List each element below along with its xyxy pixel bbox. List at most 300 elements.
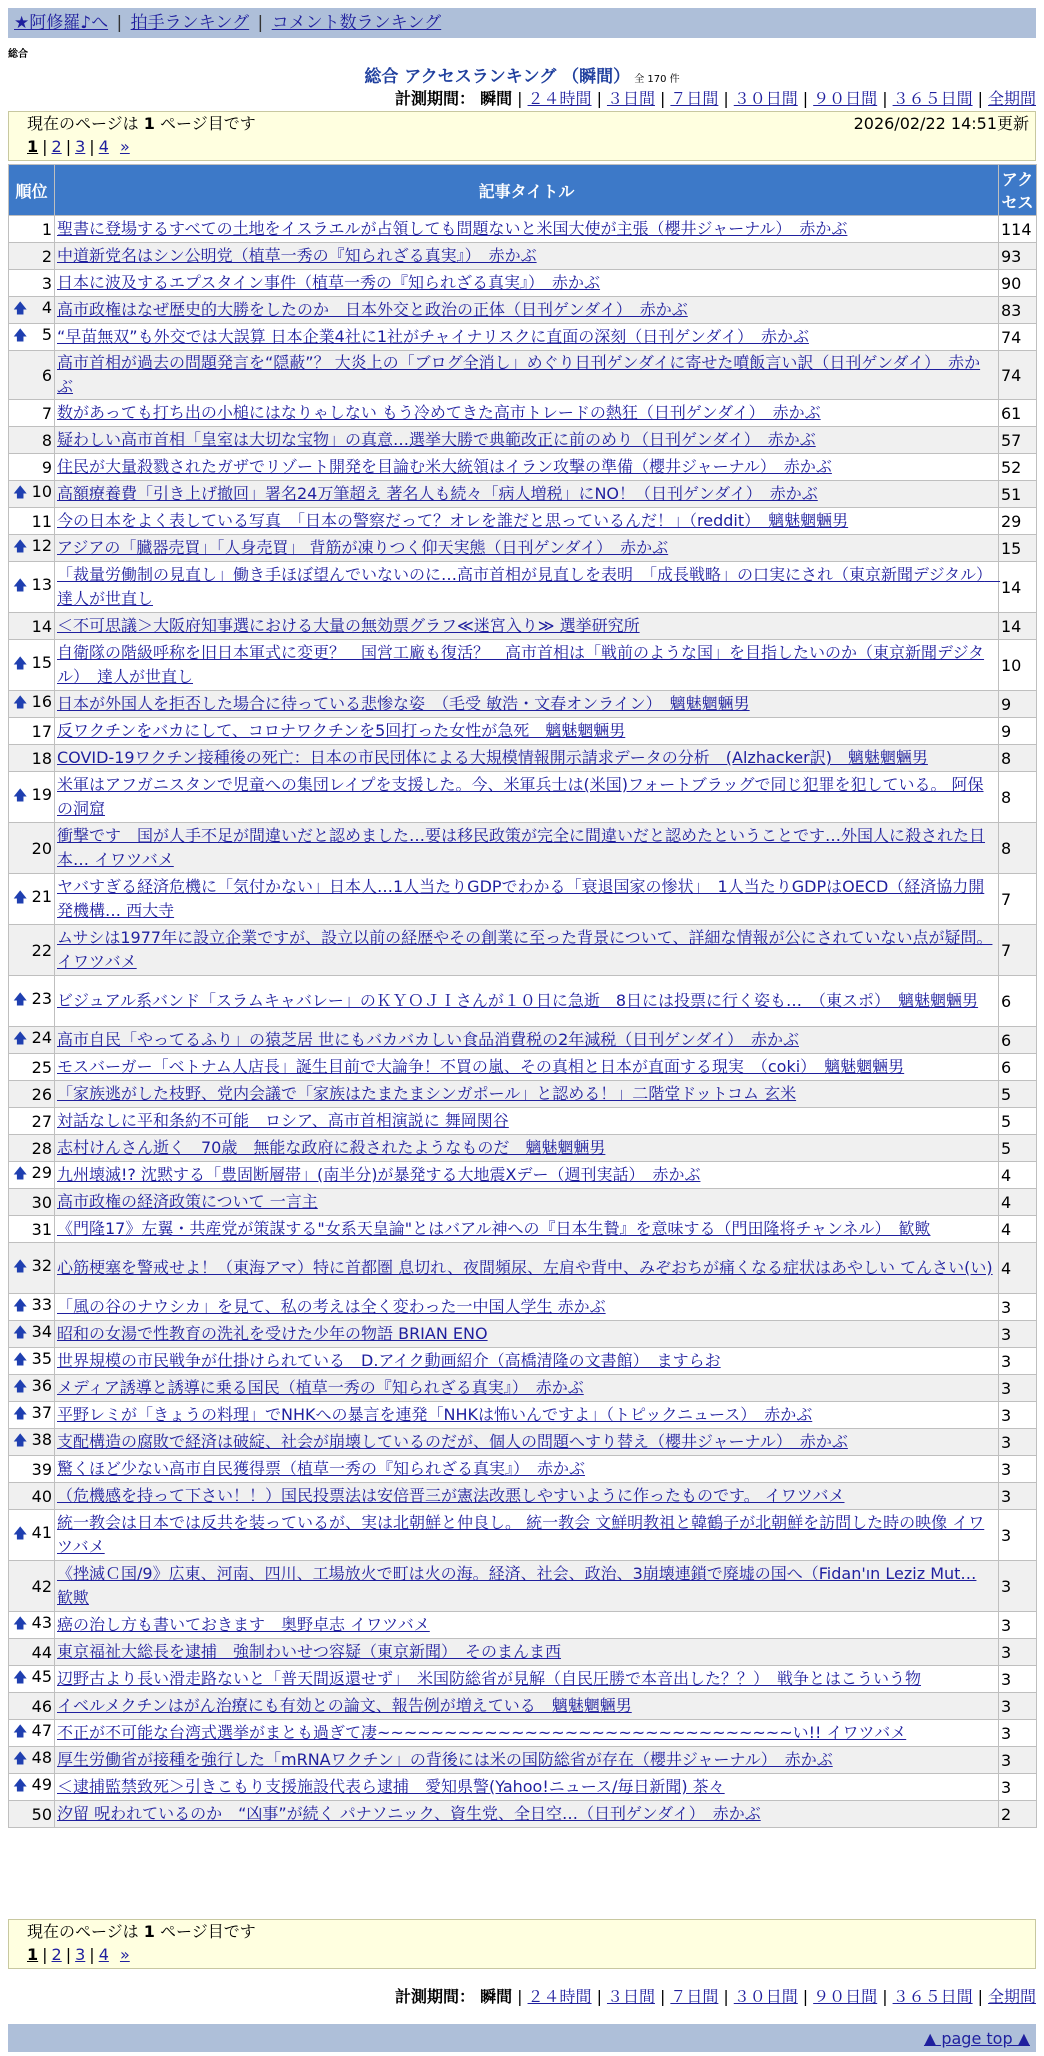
up-arrow-icon: 🡅 — [13, 328, 28, 344]
period-link[interactable]: ３０日間 — [733, 1987, 798, 2006]
rank-number: 3 — [41, 273, 52, 293]
rank-number: 30 — [31, 1192, 52, 1212]
rank-number: 6 — [41, 365, 52, 385]
rank-cell — [9, 562, 55, 613]
table-row — [9, 691, 1037, 718]
table-row — [9, 745, 1037, 772]
title-cell — [55, 297, 999, 324]
up-arrow-icon: 🡅 — [13, 1259, 28, 1275]
rank-number: 16 — [31, 692, 52, 711]
title-cell — [55, 925, 999, 976]
rank-number: 18 — [31, 748, 52, 768]
page-link[interactable]: 3 — [75, 137, 86, 156]
up-arrow-icon: 🡅 — [13, 1166, 28, 1182]
title-cell — [55, 1402, 999, 1429]
table-row — [9, 1135, 1037, 1162]
table-row — [9, 454, 1037, 481]
ranking-table-body — [9, 216, 1037, 1828]
table-row — [9, 874, 1037, 925]
title-cell — [55, 1612, 999, 1639]
article-link[interactable]: 《門隆17》左翼・共産党が策謀する"女系天皇論"とはバアル神への『日本生贄』を意味する（門田隆将チャンネル） 歓歟 — [57, 1219, 931, 1238]
period-separator: | — [802, 89, 809, 108]
rank-cell — [9, 745, 55, 772]
access-count: 4 — [999, 1216, 1037, 1243]
rank-cell — [9, 1321, 55, 1348]
article-link[interactable]: 衝撃です 国が人手不足が間違いだと認めました…要は移民政策が完全に間違いだと認めたということです…外国人に殺された日本… イワツバメ — [57, 826, 986, 869]
rank-number: 23 — [31, 989, 52, 1008]
article-link[interactable]: モスバーガー「ベトナム人店長」誕生目前で大論争！不買の嵐、その真相と日本が直面する現実 （coki） 魑魅魍魎男 — [57, 1057, 905, 1076]
page-link[interactable]: 4 — [98, 137, 109, 156]
title-cell — [55, 1720, 999, 1747]
article-link[interactable]: 「裁量労働制の見直し」働き手ほぼ望んでいないのに…高市首相が見直しを表明 「成長戦略」の口実にされ（東京新聞デジタル） 達人が世直し — [57, 565, 1001, 608]
title-cell — [55, 400, 999, 427]
rank-cell — [9, 925, 55, 976]
rank-cell — [9, 1108, 55, 1135]
access-count: 2 — [999, 1801, 1037, 1828]
article-link[interactable]: 高市自民「やってるふり」の猿芝居 世にもバカバカしい食品消費税の2年減税（日刊ゲンダイ） 赤かぶ — [57, 1030, 799, 1049]
title-cell — [55, 1135, 999, 1162]
page-separator: | — [65, 137, 72, 156]
period-link[interactable]: ３日間 — [606, 1987, 655, 2006]
rank-cell — [9, 874, 55, 925]
period-link[interactable]: ７日間 — [670, 89, 719, 108]
rank-cell — [9, 1054, 55, 1081]
rank-cell — [9, 1081, 55, 1108]
table-row — [9, 1720, 1037, 1747]
table-row — [9, 1666, 1037, 1693]
rank-number: 35 — [31, 1349, 52, 1368]
table-row — [9, 1294, 1037, 1321]
access-count: 8 — [999, 823, 1037, 874]
period-separator: | — [882, 1987, 888, 2006]
table-row — [9, 216, 1037, 243]
rank-cell — [9, 508, 55, 535]
article-link[interactable]: メディア誘導と誘導に乗る国民（植草一秀の『知られざる真実』） 赤かぶ — [57, 1378, 584, 1397]
table-row — [9, 640, 1037, 691]
rank-number: 24 — [31, 1028, 52, 1047]
access-count: 3 — [999, 1639, 1037, 1666]
page-link[interactable]: 2 — [51, 1945, 62, 1964]
article-link[interactable]: 厚生労働省が接種を強行した「mRNAワクチン」の背後には米の国防総省が存在（櫻井ジャーナル） 赤かぶ — [57, 1750, 833, 1769]
article-link[interactable]: 数があっても打ち出の小槌にはなりゃしない もう冷めてきた高市トレードの熱狂（日刊ゲンダイ） 赤かぶ — [57, 403, 821, 422]
period-link[interactable]: ３６５日間 — [892, 89, 973, 108]
article-link[interactable]: 統一教会は日本では反共を装っているが、実は北朝鮮と仲良し。 統一教会 文鮮明教祖と韓鶴子が北朝鮮を訪問した時の映像 イワツバメ — [57, 1513, 985, 1556]
access-count: 5 — [999, 1081, 1037, 1108]
rank-number: 13 — [31, 575, 52, 594]
article-link[interactable]: ＜逮捕監禁致死＞引きこもり支援施設代表ら逮捕 愛知県警(Yahoo!ニュース/毎日新聞) 茶々 — [57, 1777, 725, 1796]
article-link[interactable]: 疑わしい高市首相「皇室は大切な宝物」の真意…選挙大勝で典範改正に前のめり（日刊ゲンダイ） 赤かぶ — [57, 430, 816, 449]
access-count: 93 — [999, 243, 1037, 270]
rank-number: 33 — [31, 1295, 52, 1314]
rank-cell — [9, 1429, 55, 1456]
page-top-link[interactable]: ▲ page top ▲ — [923, 2029, 1030, 2048]
title-cell — [55, 1456, 999, 1483]
article-link[interactable]: 自衛隊の階級呼称を旧日本軍式に変更？ 国営工廠も復活？ 高市首相は「戦前のような国」を目指したいのか（東京新聞デジタル） 達人が世直し — [57, 643, 985, 686]
table-row — [9, 1774, 1037, 1801]
rank-number: 43 — [31, 1613, 52, 1632]
article-link[interactable]: ＜不可思議＞大阪府知事選における大量の無効票グラフ≪迷宮入り≫ 選挙研究所 — [57, 616, 640, 635]
article-link[interactable]: 「風の谷のナウシカ」を見て、私の考えは全く変わった一中国人学生 赤かぶ — [57, 1297, 606, 1316]
paging-status: 現在のページは 1 ページ目です — [27, 1922, 256, 1941]
article-link[interactable]: 汐留 呪われているのか “凶事”が続く パナソニック、資生党、全日空…（日刊ゲンダイ） 赤かぶ — [57, 1804, 761, 1823]
access-count: 90 — [999, 270, 1037, 297]
title-cell — [55, 351, 999, 400]
period-selector-bottom — [395, 1984, 1036, 2007]
access-count: 74 — [999, 324, 1037, 351]
access-count: 14 — [999, 613, 1037, 640]
up-arrow-icon: 🡅 — [13, 1352, 28, 1368]
access-count: 74 — [999, 351, 1037, 400]
rank-number: 27 — [31, 1111, 52, 1131]
article-link[interactable]: 支配構造の腐敗で経済は破綻、社会が崩壊しているのだが、個人の問題へすり替え（櫻井ジャーナル） 赤かぶ — [57, 1432, 848, 1451]
article-link[interactable]: 世界規模の市民戦争が仕掛けられている D.アイク動画紹介（高橋清隆の文書館） ますらお — [57, 1351, 721, 1370]
title-cell — [55, 535, 999, 562]
rank-cell — [9, 535, 55, 562]
rank-number: 46 — [31, 1696, 52, 1716]
title-cell — [55, 270, 999, 297]
rank-number: 28 — [31, 1138, 52, 1158]
period-link[interactable]: ３日間 — [606, 89, 655, 108]
access-count: 3 — [999, 1348, 1037, 1375]
title-cell — [55, 1639, 999, 1666]
article-link[interactable]: 高市政権はなぜ歴史的大勝をしたのか 日本外交と政治の正体（日刊ゲンダイ） 赤かぶ — [57, 300, 688, 319]
title-cell — [55, 1375, 999, 1402]
period-link[interactable]: 全期間 — [987, 1987, 1036, 2006]
page-separator: | — [89, 1945, 95, 1964]
title-cell — [55, 640, 999, 691]
table-row — [9, 270, 1037, 297]
period-link[interactable]: ２４時間 — [527, 1987, 592, 2006]
article-link[interactable]: 辺野古より長い滑走路ないと「普天間返還せず」 米国防総省が見解（自民圧勝で本音出した？？） 戦争とはこういう物 — [57, 1669, 922, 1688]
table-row — [9, 1747, 1037, 1774]
access-count: 7 — [999, 925, 1037, 976]
title-cell — [55, 1429, 999, 1456]
table-row — [9, 562, 1037, 613]
rank-cell — [9, 1189, 55, 1216]
rank-cell — [9, 1612, 55, 1639]
up-arrow-icon: 🡅 — [13, 539, 28, 555]
period-link[interactable]: ９０日間 — [813, 1987, 878, 2006]
title-cell — [55, 823, 999, 874]
access-count: 5 — [999, 1135, 1037, 1162]
article-link[interactable]: 対話なしに平和条約不可能 ロシア、高市首相演説に 舞岡関谷 — [57, 1111, 509, 1130]
rank-number: 37 — [31, 1403, 52, 1422]
access-count: 9 — [999, 718, 1037, 745]
article-link[interactable]: 高市政権の経済政策について 一言主 — [57, 1192, 318, 1211]
period-separator: | — [517, 89, 523, 108]
period-link[interactable]: ２４時間 — [527, 89, 592, 108]
title-cell — [55, 1510, 999, 1561]
access-count: 3 — [999, 1402, 1037, 1429]
col-header-count: アクセス — [999, 165, 1037, 216]
article-link[interactable]: 聖書に登場するすべての土地をイスラエルが占領しても問題ないと米国大使が主張（櫻井ジャーナル） 赤かぶ — [57, 219, 848, 238]
nav-separator: | — [257, 13, 264, 33]
next-page-link[interactable]: » — [119, 137, 130, 156]
rank-number: 4 — [41, 298, 52, 317]
article-link[interactable]: 高額療養費「引き上げ撤回」署名24万筆超え 著名人も続々「病人増税」にNO！（日刊ゲンダイ） 赤かぶ — [57, 484, 818, 503]
article-link[interactable]: 米軍はアフガニスタンで児童への集団レイプを支援した。今、米軍兵士は(米国)フォートブラッグで同じ犯罪を犯している。 阿保の洞窟 — [57, 775, 984, 818]
access-count: 8 — [999, 772, 1037, 823]
article-link[interactable]: イベルメクチンはがん治療にも有効との論文、報告例が増えている 魑魅魍魎男 — [57, 1696, 632, 1715]
rank-number: 15 — [31, 653, 52, 672]
up-arrow-icon: 🡅 — [13, 1724, 28, 1740]
table-row — [9, 925, 1037, 976]
article-link[interactable]: 日本が外国人を拒否した場合に待っている悲惨な姿 （毛受 敏浩・文春オンライン） 魑魅魍魎男 — [57, 694, 750, 713]
table-row — [9, 1561, 1037, 1612]
table-row — [9, 1456, 1037, 1483]
access-count: 3 — [999, 1483, 1037, 1510]
page-separator: | — [42, 137, 48, 156]
period-link[interactable]: ３６５日間 — [892, 1987, 973, 2006]
article-link[interactable]: 住民が大量殺戮されたガザでリゾート開発を目論む米大統領はイラン攻撃の準備（櫻井ジャーナル） 赤かぶ — [57, 457, 832, 476]
period-separator: | — [659, 89, 666, 108]
article-link[interactable]: 反ワクチンをバカにして、コロナワクチンを5回打った女性が急死 魑魅魍魎男 — [57, 721, 626, 740]
article-link[interactable]: 志村けんさん逝く 70歳 無能な政府に殺されたようなものだ 魑魅魍魎男 — [57, 1138, 606, 1157]
rank-cell — [9, 400, 55, 427]
table-row — [9, 772, 1037, 823]
title-cell — [55, 1747, 999, 1774]
article-link[interactable]: 今の日本をよく表している写真 「日本の警察だって？オレを誰だと思っているんだ！」（reddit） 魑魅魍魎男 — [57, 511, 849, 530]
rank-cell — [9, 481, 55, 508]
rank-number: 26 — [31, 1084, 52, 1104]
article-link[interactable]: 《挫滅Ｃ国/9》広東、河南、四川、工場放火で町は火の海。経済、社会、政治、3崩壊連鎖で廃墟の国へ（Fidan'ın Leziz Mut… 歓歟 — [57, 1564, 977, 1607]
period-separator: | — [802, 1987, 809, 2006]
up-arrow-icon: 🡅 — [13, 1031, 28, 1047]
table-row — [9, 297, 1037, 324]
article-link[interactable]: アジアの「臓器売買」「人身売買」 背筋が凍りつく仰天実態（日刊ゲンダイ） 赤かぶ — [57, 538, 669, 557]
table-row — [9, 508, 1037, 535]
title-cell — [55, 427, 999, 454]
period-link[interactable]: ９０日間 — [813, 89, 878, 108]
clap-ranking-link[interactable]: 拍手ランキング — [130, 13, 250, 33]
rank-cell — [9, 613, 55, 640]
page-link[interactable]: 2 — [51, 137, 62, 156]
table-row — [9, 1801, 1037, 1828]
rank-cell — [9, 1375, 55, 1402]
article-link[interactable]: “早苗無双”も外交では大誤算 日本企業4社に1社がチャイナリスクに直面の深刻（日刊ゲンダイ） 赤かぶ — [57, 327, 809, 346]
article-link[interactable]: COVID-19ワクチン接種後の死亡：日本の市民団体による大規模情報開示請求データの分析 (Alzhacker訳) 魑魅魍魎男 — [57, 748, 928, 767]
rank-cell — [9, 427, 55, 454]
title-cell — [55, 1162, 999, 1189]
article-link[interactable]: 平野レミが「きょうの料理」でNHKへの暴言を連発「NHKは怖いんですよ」（トピックニュース） 赤かぶ — [57, 1405, 813, 1424]
access-count: 4 — [999, 1243, 1037, 1294]
page-link[interactable]: 3 — [75, 1945, 86, 1964]
up-arrow-icon: 🡅 — [13, 1616, 28, 1632]
up-arrow-icon: 🡅 — [13, 1379, 28, 1395]
article-link[interactable]: ヤバすぎる経済危機に「気付かない」日本人…1人当たりGDPでわかる「衰退国家の惨状」 1人当たりGDPはOECD（経済協力開発機構… 西大寺 — [57, 877, 985, 920]
title-cell — [55, 1321, 999, 1348]
comment-ranking-link[interactable]: コメント数ランキング — [271, 13, 442, 33]
rank-cell — [9, 1666, 55, 1693]
page-separator: | — [65, 1945, 72, 1964]
rank-number: 34 — [31, 1322, 52, 1341]
table-row — [9, 1027, 1037, 1054]
col-header-rank: 順位 — [9, 165, 55, 216]
period-separator: | — [659, 1987, 666, 2006]
table-row — [9, 1693, 1037, 1720]
access-count: 57 — [999, 427, 1037, 454]
up-arrow-icon: 🡅 — [13, 788, 28, 804]
up-arrow-icon: 🡅 — [13, 890, 28, 906]
category-label: 総合 — [8, 49, 28, 60]
rank-number: 7 — [41, 403, 52, 423]
table-row — [9, 351, 1037, 400]
article-link[interactable]: ムサシは1977年に設立企業ですが、設立以前の経歴やその創業に至った背景について、詳細な情報が公にされていない点が疑問。 イワツバメ — [57, 928, 993, 971]
title-cell — [55, 1348, 999, 1375]
rank-number: 1 — [41, 219, 52, 239]
col-header-title: 記事タイトル — [55, 165, 999, 216]
table-row — [9, 1612, 1037, 1639]
table-row — [9, 1216, 1037, 1243]
access-count: 15 — [999, 535, 1037, 562]
table-row — [9, 1243, 1037, 1294]
table-row — [9, 1402, 1037, 1429]
period-separator: | — [977, 1987, 983, 2006]
rank-number: 22 — [31, 940, 52, 960]
period-label: 計測期間： — [395, 1987, 476, 2006]
rank-number: 11 — [31, 511, 52, 531]
rank-cell — [9, 1162, 55, 1189]
title-cell — [55, 874, 999, 925]
home-link[interactable]: ★阿修羅♪へ — [14, 13, 109, 33]
up-arrow-icon: 🡅 — [13, 992, 28, 1008]
article-link[interactable]: 昭和の女湯で性教育の洗礼を受けた少年の物語 BRIAN ENO — [57, 1324, 488, 1343]
up-arrow-icon: 🡅 — [13, 1325, 28, 1341]
table-row — [9, 1162, 1037, 1189]
table-row — [9, 976, 1037, 1027]
up-arrow-icon: 🡅 — [13, 301, 28, 317]
rank-number: 19 — [31, 785, 52, 804]
article-link[interactable]: 不正が不可能な台湾式選挙がまとも過ぎて凄~~~~~~~~~~~~~~~~~~~~~~~~~~~~~~~い!! イワツバメ — [57, 1723, 907, 1742]
page-separator: | — [89, 137, 95, 156]
article-link[interactable]: 九州壊滅!? 沈黙する「豊固断層帯」(南半分)が暴発する大地震Xデー（週刊実話） 赤かぶ — [57, 1165, 701, 1184]
access-count: 51 — [999, 481, 1037, 508]
period-separator: | — [977, 89, 983, 108]
title-cell — [55, 772, 999, 823]
article-link[interactable]: 「家族逃がした枝野、党内会議で「家族はたまたまシンガポール」と認める！」二階堂ドットコム 玄米 — [57, 1084, 797, 1103]
access-count: 4 — [999, 1189, 1037, 1216]
rank-cell — [9, 1456, 55, 1483]
title-cell — [55, 508, 999, 535]
period-link[interactable]: ３０日間 — [733, 89, 798, 108]
rank-cell — [9, 1216, 55, 1243]
rank-cell — [9, 718, 55, 745]
title-cell — [55, 454, 999, 481]
rank-number: 25 — [31, 1057, 52, 1077]
ranking-table — [8, 164, 1037, 1828]
total-count: 全 170 件 — [634, 74, 680, 85]
rank-cell — [9, 640, 55, 691]
title-cell — [55, 562, 999, 613]
period-link[interactable]: 全期間 — [987, 89, 1036, 108]
title-cell — [55, 1108, 999, 1135]
rank-number: 32 — [31, 1256, 52, 1275]
rank-number: 45 — [31, 1667, 52, 1686]
table-row — [9, 324, 1037, 351]
table-row — [9, 481, 1037, 508]
access-count: 83 — [999, 297, 1037, 324]
table-row — [9, 1375, 1037, 1402]
rank-number: 50 — [31, 1804, 52, 1824]
rank-cell — [9, 324, 55, 351]
article-link[interactable]: 癌の治し方も書いておきます 奥野卓志 イワツバメ — [57, 1615, 430, 1634]
article-link[interactable]: 驚くほど少ない高市自民獲得票（植草一秀の『知られざる真実』） 赤かぶ — [57, 1459, 586, 1478]
title-cell — [55, 1243, 999, 1294]
up-arrow-icon: 🡅 — [13, 578, 28, 594]
next-page-link[interactable]: » — [119, 1945, 130, 1964]
paging-box-bottom — [8, 1919, 1036, 1969]
nav-separator: | — [116, 13, 123, 33]
table-row — [9, 1510, 1037, 1561]
rank-cell — [9, 1747, 55, 1774]
up-arrow-icon: 🡅 — [13, 656, 28, 672]
access-count: 10 — [999, 640, 1037, 691]
rank-cell — [9, 1720, 55, 1747]
page-title-text: 総合 アクセスランキング （瞬間） — [364, 67, 631, 87]
page-link[interactable]: 4 — [98, 1945, 109, 1964]
period-label: 計測期間： — [395, 89, 476, 108]
article-link[interactable]: 心筋梗塞を警戒せよ！（東海アマ）特に首都圏 息切れ、夜間頻尿、左肩や背中、みぞおちが痛くなる症状はあやしい てんさい(い) — [57, 1258, 993, 1277]
access-count: 3 — [999, 1375, 1037, 1402]
article-link[interactable]: 日本に波及するエプスタイン事件（植草一秀の『知られざる真実』） 赤かぶ — [57, 273, 601, 292]
period-link[interactable]: ７日間 — [670, 1987, 719, 2006]
rank-cell — [9, 216, 55, 243]
title-cell — [55, 1774, 999, 1801]
table-row — [9, 823, 1037, 874]
rank-number: 9 — [41, 457, 52, 477]
rank-cell — [9, 823, 55, 874]
title-cell — [55, 1801, 999, 1828]
up-arrow-icon: 🡅 — [13, 1433, 28, 1449]
access-count: 3 — [999, 1747, 1037, 1774]
bottom-bar — [8, 2024, 1036, 2052]
access-count: 61 — [999, 400, 1037, 427]
rank-number: 42 — [31, 1576, 52, 1596]
period-separator: | — [517, 1987, 523, 2006]
title-cell — [55, 691, 999, 718]
access-count: 3 — [999, 1294, 1037, 1321]
period-separator: | — [882, 89, 888, 108]
rank-number: 47 — [31, 1721, 52, 1740]
table-row — [9, 1108, 1037, 1135]
rank-number: 29 — [31, 1163, 52, 1182]
rank-cell — [9, 1135, 55, 1162]
rank-number: 48 — [31, 1748, 52, 1767]
period-current: 瞬間 — [480, 1987, 513, 2006]
paging-status-line — [9, 1920, 1035, 1943]
title-cell — [55, 976, 999, 1027]
title-cell — [55, 745, 999, 772]
article-link[interactable]: ビジュアル系バンド「スラムキャバレー」のＫＹＯＪＩさんが１０日に急逝 8日には投票に行く姿も… （東スポ） 魑魅魍魎男 — [57, 991, 979, 1010]
access-count: 5 — [999, 1108, 1037, 1135]
rank-number: 44 — [31, 1642, 52, 1662]
access-count: 3 — [999, 1456, 1037, 1483]
access-count: 3 — [999, 1321, 1037, 1348]
period-current: 瞬間 — [480, 89, 513, 108]
article-link[interactable]: 高市首相が過去の問題発言を“隠蔽”？ 大炎上の「ブログ全消し」めぐり日刊ゲンダイに寄せた噴飯言い訳（日刊ゲンダイ） 赤かぶ — [57, 353, 981, 396]
article-link[interactable]: 中道新党名はシン公明党（植草一秀の『知られざる真実』） 赤かぶ — [57, 246, 537, 265]
article-link[interactable]: （危機感を持って下さい！！）国民投票法は安倍晋三が憲法改悪しやすいように作ったものです。 イワツバメ — [57, 1486, 845, 1505]
access-count: 9 — [999, 691, 1037, 718]
article-link[interactable]: 東京福祉大総長を逮捕 強制わいせつ容疑（東京新聞） そのまんま西 — [57, 1642, 562, 1661]
pagination — [9, 1943, 1035, 1966]
rank-number: 39 — [31, 1459, 52, 1479]
rank-cell — [9, 351, 55, 400]
title-cell — [55, 1189, 999, 1216]
table-row — [9, 1321, 1037, 1348]
access-count: 4 — [999, 1162, 1037, 1189]
access-count: 3 — [999, 1429, 1037, 1456]
